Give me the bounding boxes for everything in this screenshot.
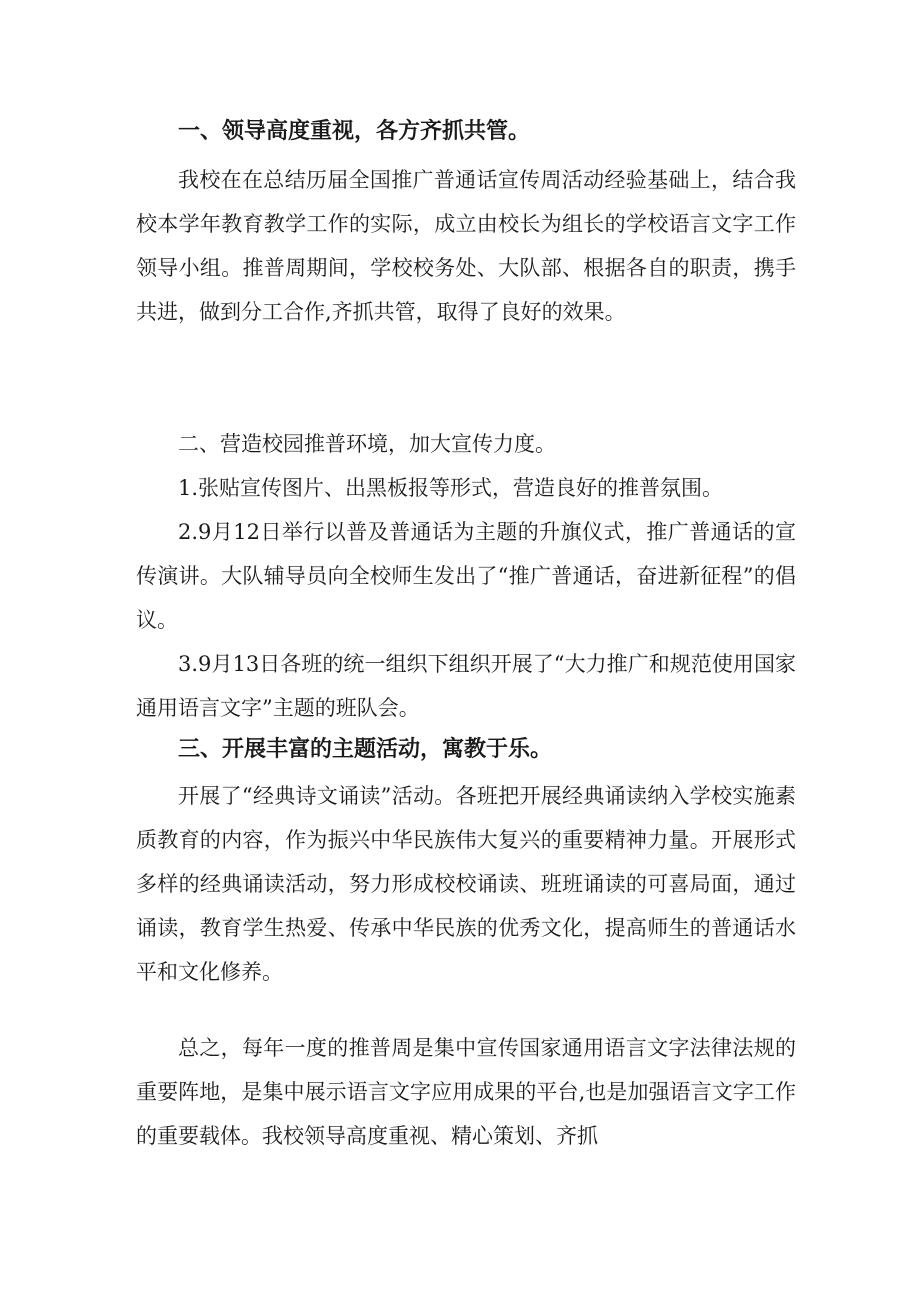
section2-item-2: 2.9月12日举行以普及普通话为主题的升旗仪式，推广普通话的宣传演讲。大队辅导员向全校师生发出了“推广普通话，奋进新征程”的倡议。 bbox=[136, 520, 796, 632]
section3-heading: 三、开展丰富的主题活动，寓教于乐。 bbox=[178, 737, 553, 762]
section3-paragraph: 开展了“经典诗文诵读”活动。各班把开展经典诵读纳入学校实施素质教育的内容，作为振兴中华民族伟大复兴的重要精神力量。开展形式多样的经典诵读活动，努力形成校校诵读、班班诵读的可喜局面，通过诵读，教育学生热爱、传承中华民族的优秀文化，提高师生的普通话水平和文化修养。 bbox=[136, 784, 796, 984]
section1-paragraph: 我校在在总结历届全国推广普通话宣传周活动经验基础上，结合我校本学年教育教学工作的实际，成立由校长为组长的学校语言文字工作领导小组。推普周期间，学校校务处、大队部、根据各自的职责，携手共进，做到分工合作,齐抓共管，取得了良好的效果。 bbox=[136, 168, 796, 324]
section2-heading: 二、营造校园推普环境，加大宣传力度。 bbox=[178, 432, 556, 456]
section2-item-1: 1.张贴宣传图片、出黑板报等形式，营造良好的推普氛围。 bbox=[178, 476, 724, 500]
section1-heading: 一、领导高度重视，各方齐抓共管。 bbox=[178, 119, 531, 144]
conclusion-paragraph: 总之，每年一度的推普周是集中宣传国家通用语言文字法律法规的重要阵地，是集中展示语言文字应用成果的平台,也是加强语言文字工作的重要载体。我校领导高度重视、精心策划、齐抓 bbox=[136, 1036, 796, 1148]
section2-item-3: 3.9月13日各班的统一组织下组织开展了“大力推广和规范使用国家通用语言文字”主题的班队会。 bbox=[136, 652, 796, 720]
